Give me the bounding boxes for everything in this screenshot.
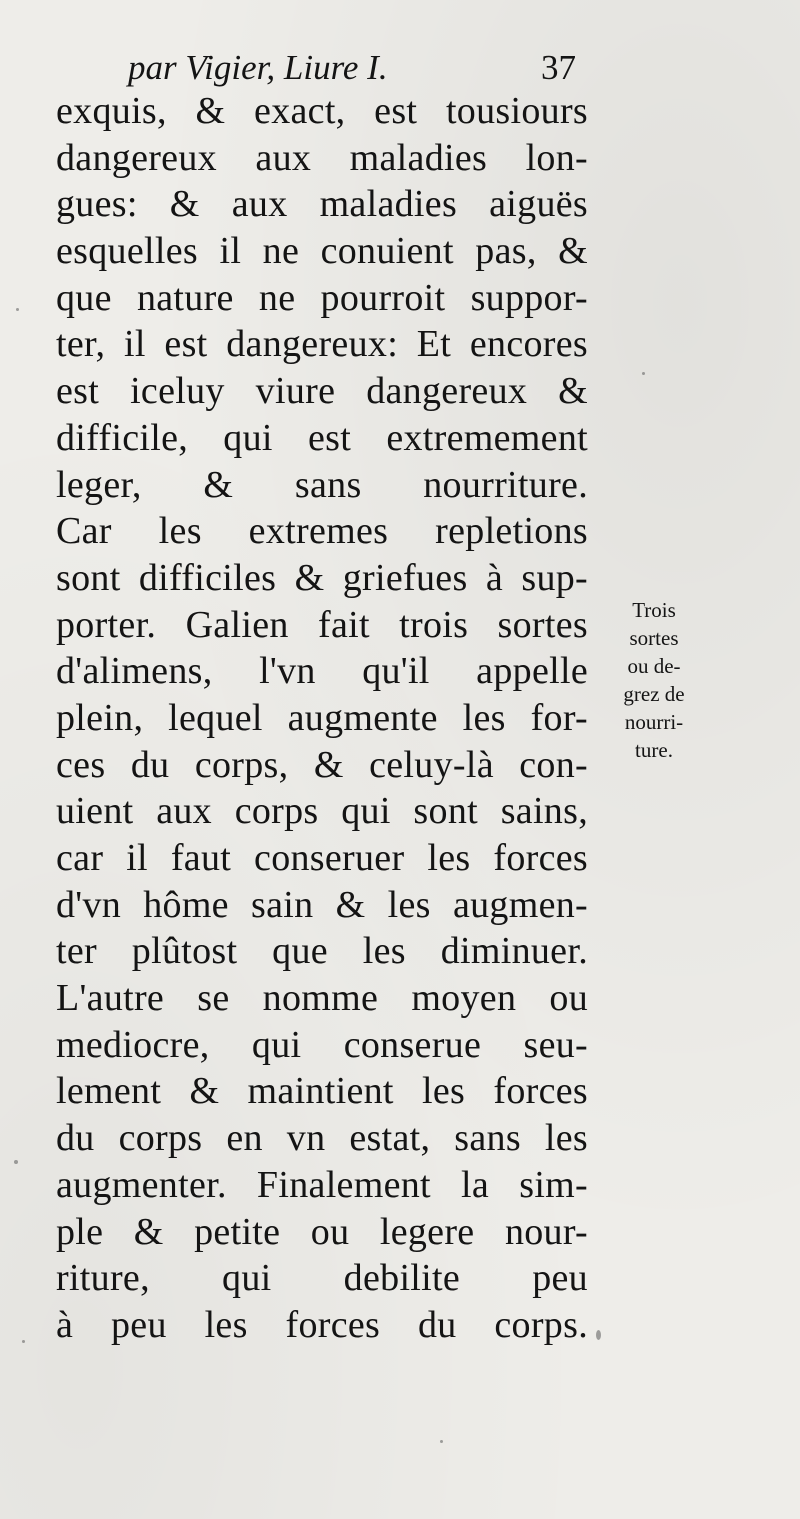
paper-speck [16,308,19,311]
running-head-title: par Vigier, Liure I. [128,48,388,87]
text-line: plein, lequel augmente les for- [56,696,588,739]
text-line: uient aux corps qui sont sains, [56,790,588,833]
text-line: L'autre se nomme moyen ou [56,977,588,1020]
text-line: esquelles il ne conuient pas, & [56,230,588,273]
paper-speck [440,1440,443,1443]
paper-speck [14,1160,18,1164]
text-line: est iceluy viure dangereux & [56,370,588,413]
paper-speck [596,1330,601,1340]
text-line: dangereux aux maladies lon- [56,136,588,179]
running-head [128,44,576,92]
text-line: difficile, qui est extremement [56,416,588,459]
text-line: augmenter. Finalement la sim- [56,1163,588,1206]
text-line: porter. Galien fait trois sortes [56,603,588,646]
text-line: ter plûtost que les diminuer. [56,930,588,973]
marginal-note-line: sortes [629,626,679,650]
marginal-note-line: Trois [632,598,676,622]
text-line: car il faut conseruer les forces [56,837,588,879]
text-line: d'vn hôme sain & les augmen- [56,883,588,926]
text-line: que nature ne pourroit suppor- [56,276,588,319]
paper-speck [642,372,645,375]
text-line: sont difficiles & griefues à sup- [56,556,588,599]
text-line: leger, & sans nourriture. [56,463,588,506]
page-number: 37 [541,48,576,87]
text-line: ple & petite ou legere nour- [56,1210,588,1253]
text-line: à peu les forces du corps. [56,1303,588,1346]
body-text [56,88,588,1349]
text-line: d'alimens, l'vn qu'il appelle [56,650,588,693]
paper-speck [22,1340,25,1343]
marginal-note [598,596,710,764]
text-line: Car les extremes repletions [56,510,588,553]
marginal-note-line: ture. [635,738,673,762]
text-line: gues: & aux maladies aiguës [56,183,588,226]
marginal-note-line: grez de [623,682,685,706]
text-line: ces du corps, & celuy-là con- [56,743,588,786]
text-line: riture, qui debilite peu [56,1257,588,1300]
text-line: ter, il est dangereux: Et encores [56,323,588,366]
text-line: exquis, & exact, est tousiours [56,90,588,132]
marginal-note-line: nourri- [624,710,684,734]
text-line: mediocre, qui conserue seu- [56,1023,588,1066]
text-line: lement & maintient les forces [56,1070,588,1113]
marginal-note-line: ou de- [627,654,681,678]
text-line: du corps en vn estat, sans les [56,1117,588,1160]
